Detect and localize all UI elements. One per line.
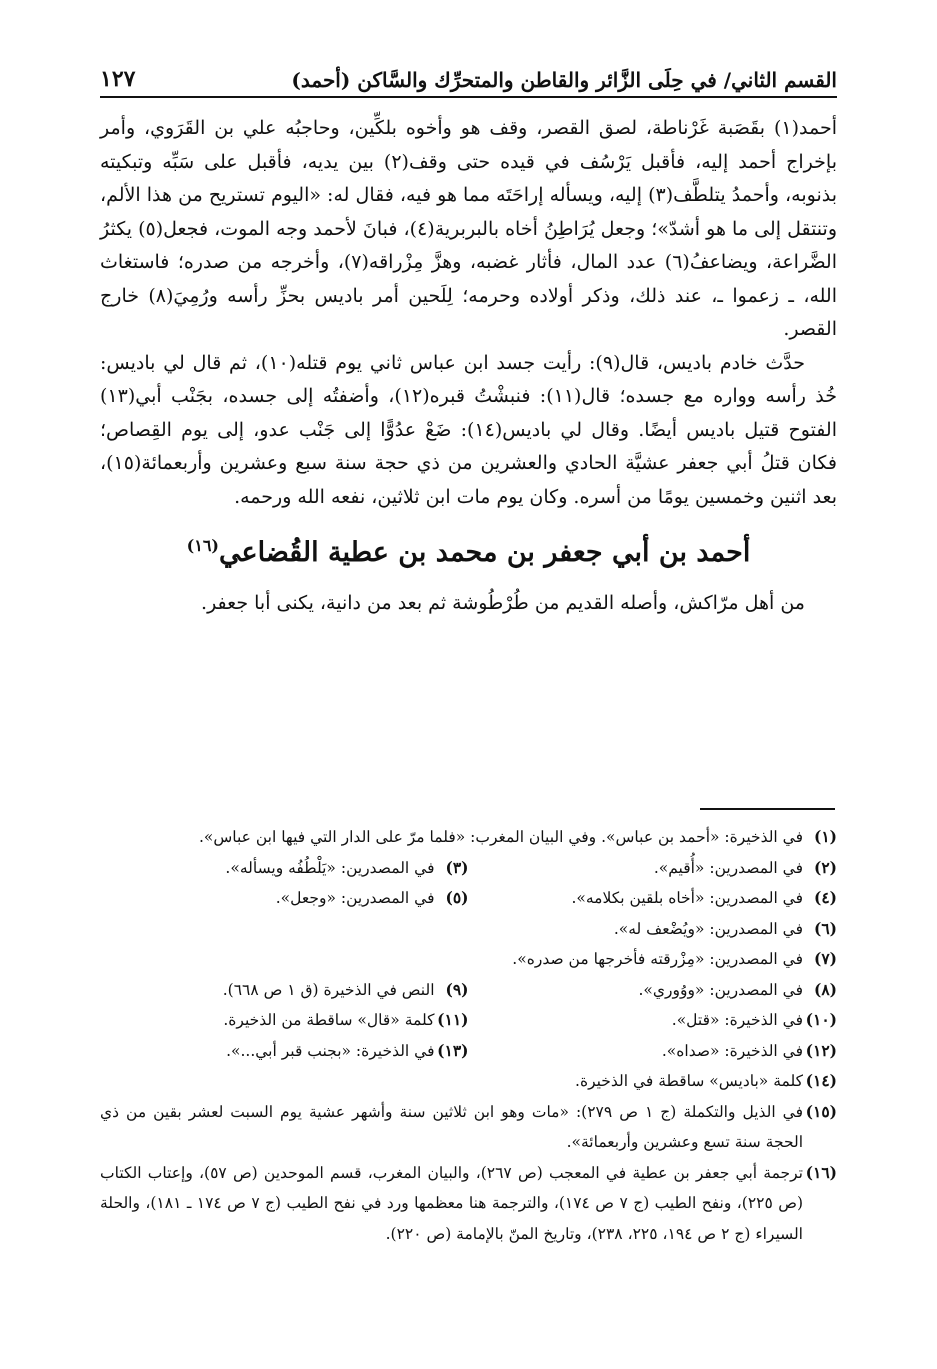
footnote-row-12-13	[100, 1036, 837, 1067]
footnote-text: في المصدرين: «يَلْطُفُه ويسأله».	[225, 858, 435, 877]
footnote-text: ترجمة أبي جعفر بن عطية في المعجب (ص ٢٦٧)، والبيان المغرب، قسم الموحدين (ص ٥٧)، وإعتاب الكتاب (ص ٢٢٥)، ونفح الطيب (ج ٧ ص ١٧٤)، والترجمة هنا معظمها ورد في نفح الطيب (ج ٧ ص ١٧٤ ـ ١٨١)، والحلة السيراء (ج ٢ ص ١٩٤، ٢٢٥، ٢٣٨)، وتاريخ المنّ بالإمامة (ص ٢٢٠).	[100, 1163, 803, 1243]
footnote-12	[469, 1036, 838, 1067]
footnote-number: (١٤)	[805, 1071, 837, 1090]
footnote-2	[469, 853, 838, 884]
footnotes	[100, 822, 837, 1249]
footnote-15	[100, 1097, 837, 1158]
footnote-5	[100, 883, 469, 914]
header-title: القسم الثاني/ في حِلَى الزَّائر والقاطن والمتحرِّك والسَّاكن (أحمد)	[291, 68, 837, 92]
footnote-row-10-11	[100, 1005, 837, 1036]
paragraph-1: أحمد(١) بقَصَبة غَرْناطة، لصق القصر، وقف هو وأخوه بلكِّين، وحاجبُه علي بن القَرَوي، وأمر بإخراج أحمد إليه، فأقبل يَرْسُف في قيده حتى وقف(٢) بين يديه، فأقبل على سَبِّه وتبكيته بذنوبه، وأحمدُ يتلطَّف(٣) إليه، ويسأله إراحَتَه مما هو فيه، فقال له: «اليوم تستريح من هذا الألم، وتنتقل إلى ما هو أشدّ»؛ وجعل يُرَاطِنُ أخاه بالبربرية(٤)، فبانَ لأحمد وجه الموت، فجعل(٥) يكثرُ الضَّراعة، ويضاعفُ(٦) عدد المال، فأثار غضبه، وهزَّ مِزْراقه(٧)، وأخرجه من صدره؛ فاستغاث الله، ـ زعموا ـ، عند ذلك، وذكر أولاده وحرمه؛ لِلَحين أمر باديس بحزِّ رأسه ورُمِيَ(٨) خارج القصر.	[100, 117, 837, 340]
footnote-text: في المصدرين: «أُقيم».	[653, 858, 803, 877]
footnote-rule	[700, 808, 835, 810]
footnote-row-8-9	[100, 975, 837, 1006]
footnote-text: في المصدرين: «مِزْرقته فأخرجها من صدره».	[512, 950, 803, 968]
footnote-3	[100, 853, 469, 884]
footnote-number: (١)	[813, 827, 837, 846]
footnote-number: (٣)	[445, 857, 469, 877]
footnote-text: في الذخيرة: «صداه».	[661, 1041, 803, 1060]
section-heading-note: (١٦)	[186, 536, 219, 555]
footnote-16	[100, 1158, 837, 1250]
footnote-4	[469, 883, 838, 914]
footnote-number: (٦)	[813, 918, 837, 938]
footnote-number: (٨)	[813, 979, 837, 999]
footnote-number: (٥)	[445, 888, 469, 907]
footnote-row-4-5	[100, 883, 837, 914]
footnote-11	[100, 1005, 469, 1036]
section-heading	[100, 526, 837, 573]
main-text	[100, 112, 837, 621]
footnote-7	[100, 944, 837, 975]
page-number: ١٢٧	[100, 66, 136, 92]
footnote-number: (١٥)	[805, 1101, 837, 1121]
footnote-1	[100, 822, 837, 853]
running-header	[100, 52, 837, 98]
footnote-text: في المصدرين: «أخاه بلقين بكلامه».	[571, 889, 803, 907]
footnote-row-2-3	[100, 853, 837, 884]
footnote-text: في المصدرين: «ووُوري».	[638, 980, 803, 999]
footnote-text: في المصدرين: «وجعل».	[275, 889, 435, 907]
footnote-number: (١١)	[437, 1010, 469, 1029]
paragraph-2: حدَّث خادم باديس، قال(٩): رأيت جسد ابن عباس ثاني يوم قتله(١٠)، ثم قال لي باديس: خُذ رأسه وواره مع جسده؛ قال(١١): فنبشْتُ قبره(١٢)، وأضفتُه إلى جسده، بجَنْب أبي(١٣) الفتوح قتيل باديس أيضًا. وقال لي باديس(١٤): ضَعْ عدُوًّا إلى جَنْب عدو، إلى يوم القِصاص؛ فكان قتلُ أبي جعفر عشيَّة الحادي والعشرين من ذي حجة سنة سبع وعشرين وأربعمائة(١٥)، بعد اثنين وخمسين يومًا من أسره. وكان يوم مات ابن ثلاثين، نفعه الله ورحمه.	[100, 351, 838, 508]
paragraph-3: من أهل مرّاكش، وأصله القديم من طُرْطُوشة ثم بعد من دانية، يكنى أبا جعفر.	[201, 592, 805, 614]
footnote-text: في الذخيرة: «أحمد بن عباس». وفي البيان المغرب: «فلما مرّ على الدار التي فيها ابن عباس».	[198, 828, 803, 846]
footnote-13	[100, 1036, 469, 1067]
footnote-number: (١٠)	[805, 1010, 837, 1029]
footnote-9	[100, 975, 469, 1006]
footnote-number: (٤)	[813, 888, 837, 907]
footnote-10	[469, 1005, 838, 1036]
footnote-number: (٧)	[813, 949, 837, 968]
footnote-text: النص في الذخيرة (ق ١ ص ٦٦٨).	[222, 980, 435, 999]
footnote-text: كلمة «باديس» ساقطة في الذخيرة.	[575, 1072, 803, 1090]
footnote-text: في الذخيرة: «بجنب قبر أبي...».	[226, 1041, 435, 1060]
footnote-text: في الذخيرة: «قتل».	[671, 1011, 803, 1029]
footnote-text: في الذيل والتكملة (ج ١ ص ٢٧٩): «مات وهو ابن ثلاثين سنة وأشهر عشية يوم السبت لعشر بقين من ذي الحجة سنة تسع وعشرين وأربعمائة».	[100, 1102, 803, 1151]
section-heading-text: أحمد بن أبي جعفر بن محمد بن عطية القُضاعي	[218, 537, 751, 568]
footnote-number: (٢)	[813, 857, 837, 877]
footnote-number: (١٣)	[437, 1040, 469, 1060]
footnote-14	[100, 1066, 837, 1097]
footnote-number: (١٦)	[805, 1162, 837, 1182]
footnote-8	[469, 975, 838, 1006]
footnote-text: في المصدرين: «ويُضْعف له».	[613, 919, 803, 938]
footnote-number: (١٢)	[805, 1040, 837, 1060]
footnote-6	[100, 914, 837, 945]
footnote-text: كلمة «قال» ساقطة من الذخيرة.	[223, 1011, 435, 1029]
footnote-number: (٩)	[445, 979, 469, 999]
